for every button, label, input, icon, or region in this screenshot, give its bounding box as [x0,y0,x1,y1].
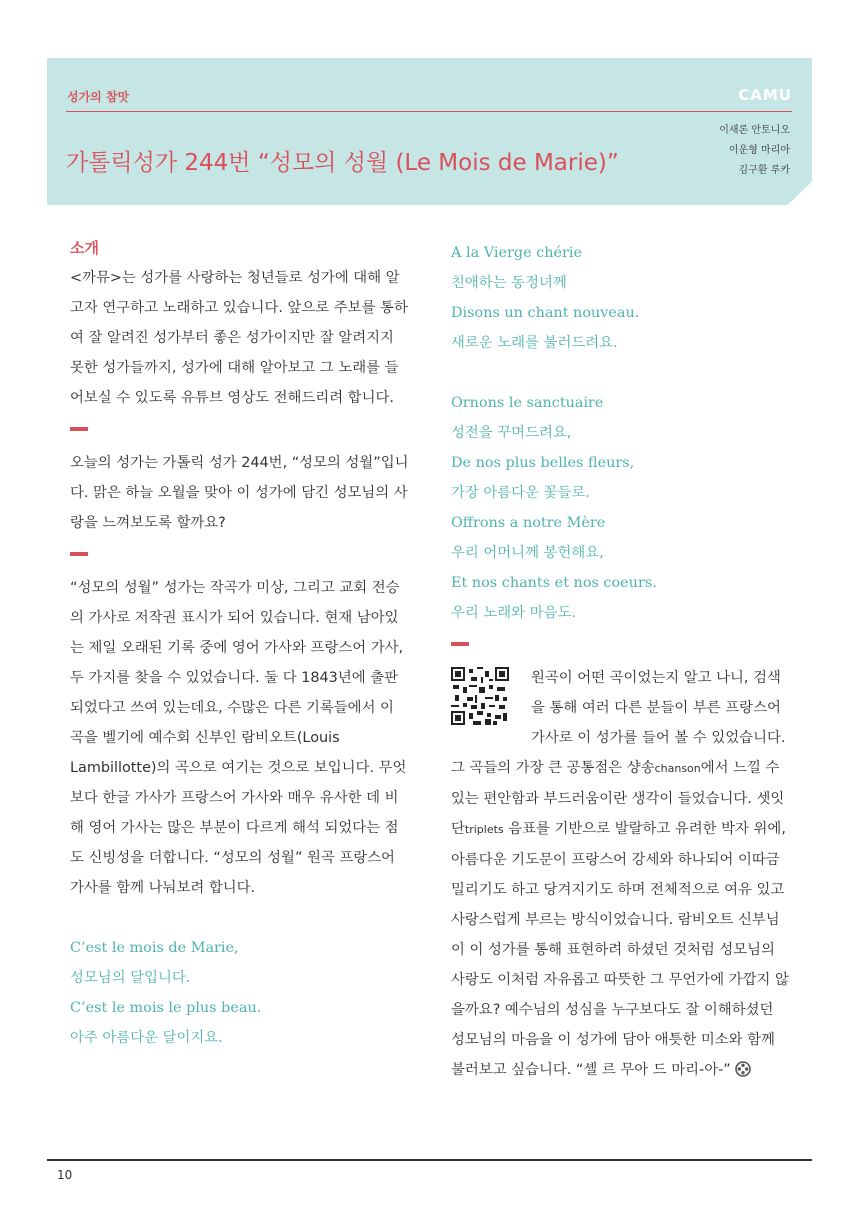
closing-text-c: 음표를 기반으로 발랄하고 유려한 박자 위에, 아름다운 기도문이 프랑스어 강세와 하나되어 이따금 밀리기도 하고 당겨지기도 하며 전체적으로 여유 있고 사랑스럽게 부르는 방식이었습니다. 람비오트 신부님이 이 성가를 통해 표현하려 하셨던 것처럼 성모님의 사랑도 이처럼 자유롭고 따뜻한 그 무언가에 가깝지 않을까요? 예수님의 성심을 누구보다도 잘 이해하셨던 성모님의 마음을 이 성가에 담아 애틋한 미소와 함께 불러보고 싶습니다. “셸 르 무아 드 마리-아-” [451,821,789,1078]
lyric-line-ko: 친애하는 동정녀께 [451,275,567,291]
closing-text-a: 원곡이 어떤 곡이었는지 알고 나니, 검색을 통해 여러 다른 분들이 부른 프랑스어 가사로 이 성가를 들어 볼 수 있었습니다. 그 곡들의 가장 큰 공통점은 샹송 [451,670,786,776]
lyric-line-ko: 성모님의 달입니다. [70,970,191,986]
page-number: 10 [57,1168,73,1182]
lyric-line-fr: C’est le mois de Marie, [70,940,239,956]
page-title: 가톨릭성가 244번 “성모의 성월 (Le Mois de Marie)” [66,150,619,176]
lyric-line-fr: Ornons le sanctuaire [451,395,604,411]
spacer [451,358,791,388]
author-list [719,121,790,181]
qr-code-wrapper[interactable] [451,663,531,748]
lyric-line-fr: C’est le mois le plus beau. [70,1000,262,1016]
history-paragraph: “성모의 성월” 성가는 작곡가 미상, 그리고 교회 전승의 가사로 저작권 표시가 되어 있습니다. 현재 남아있는 제일 오래된 기록 중에 영어 가사와 프랑스어 가사, 두 가지를 찾을 수 있었습니다. 둘 다 1843년에 출판되었다고 쓰여 있는데요, 수많은 다른 기록들에서 이 곡을 벨기에 예수회 신부인 람비오트(Louis Lambillotte)의 곡으로 여기는 것으로 보입니다. 무엇보다 한글 가사가 프랑스어 가사와 매우 유사한 데 비해 영어 가사는 많은 부분이 다르게 해석 되었다는 점도 신빙성을 더합니다. “성모의 성월” 원곡 프랑스어 가사를 함께 나눠보려 합니다. [70,580,407,896]
qr-code-icon[interactable] [451,667,509,725]
triplets-term: triplets [464,823,504,836]
section-divider [70,552,88,556]
lyric-line-fr: Offrons a notre Mère [451,515,606,531]
reel-icon [735,1061,751,1077]
left-column [70,233,410,1053]
brand-logo: CAMU [738,86,792,104]
header-banner [47,58,812,205]
today-paragraph: 오늘의 성가는 가톨릭 성가 244번, “성모의 성월”입니다. 맑은 하늘 오월을 맞아 이 성가에 담긴 성모님의 사랑을 느껴보도록 할까요? [70,455,409,531]
chanson-term: chanson [654,762,701,775]
author-2: 이운형 마리아 [728,145,790,156]
lyric-line-fr: A la Vierge chérie [451,245,583,261]
spacer [70,903,410,933]
lyric-line-fr: Et nos chants et nos coeurs. [451,575,657,591]
header-divider [66,111,792,112]
section-label: 성가의 참맛 [67,90,130,104]
lyric-line-ko: 새로운 노래를 불러드려요. [451,335,618,351]
right-column [451,238,791,1085]
footer-divider [47,1159,812,1161]
lyric-line-ko: 우리 어머니께 봉헌해요, [451,545,604,561]
intro-heading: 소개 [70,239,99,257]
lyric-line-ko: 우리 노래와 마음도. [451,605,576,621]
author-1: 이새론 안토니오 [719,125,790,136]
author-3: 김구환 루카 [738,165,790,176]
lyric-line-ko: 성전을 꾸며드려요, [451,425,572,441]
lyric-line-ko: 가장 아름다운 꽃들로. [451,485,590,501]
section-divider [70,427,88,431]
intro-paragraph: <까뮤>는 성가를 사랑하는 청년들로 성가에 대해 알고자 연구하고 노래하고 있습니다. 앞으로 주보를 통하여 잘 알려진 성가부터 좋은 성가이지만 잘 알려지지 못한 성가들까지, 성가에 대해 알아보고 그 노래를 들어보실 수 있도록 유튜브 영상도 전해드리려 합니다. [70,270,408,406]
lyric-line-fr: Disons un chant nouveau. [451,305,640,321]
closing-text-b: 에서 느낄 수 있는 편안함과 부드러움이란 생각이 들었습니다. 셋잇단 [451,760,785,837]
section-divider [451,642,469,646]
lyric-line-fr: De nos plus belles fleurs, [451,455,635,471]
lyric-line-ko: 아주 아름다운 달이지요. [70,1030,223,1046]
